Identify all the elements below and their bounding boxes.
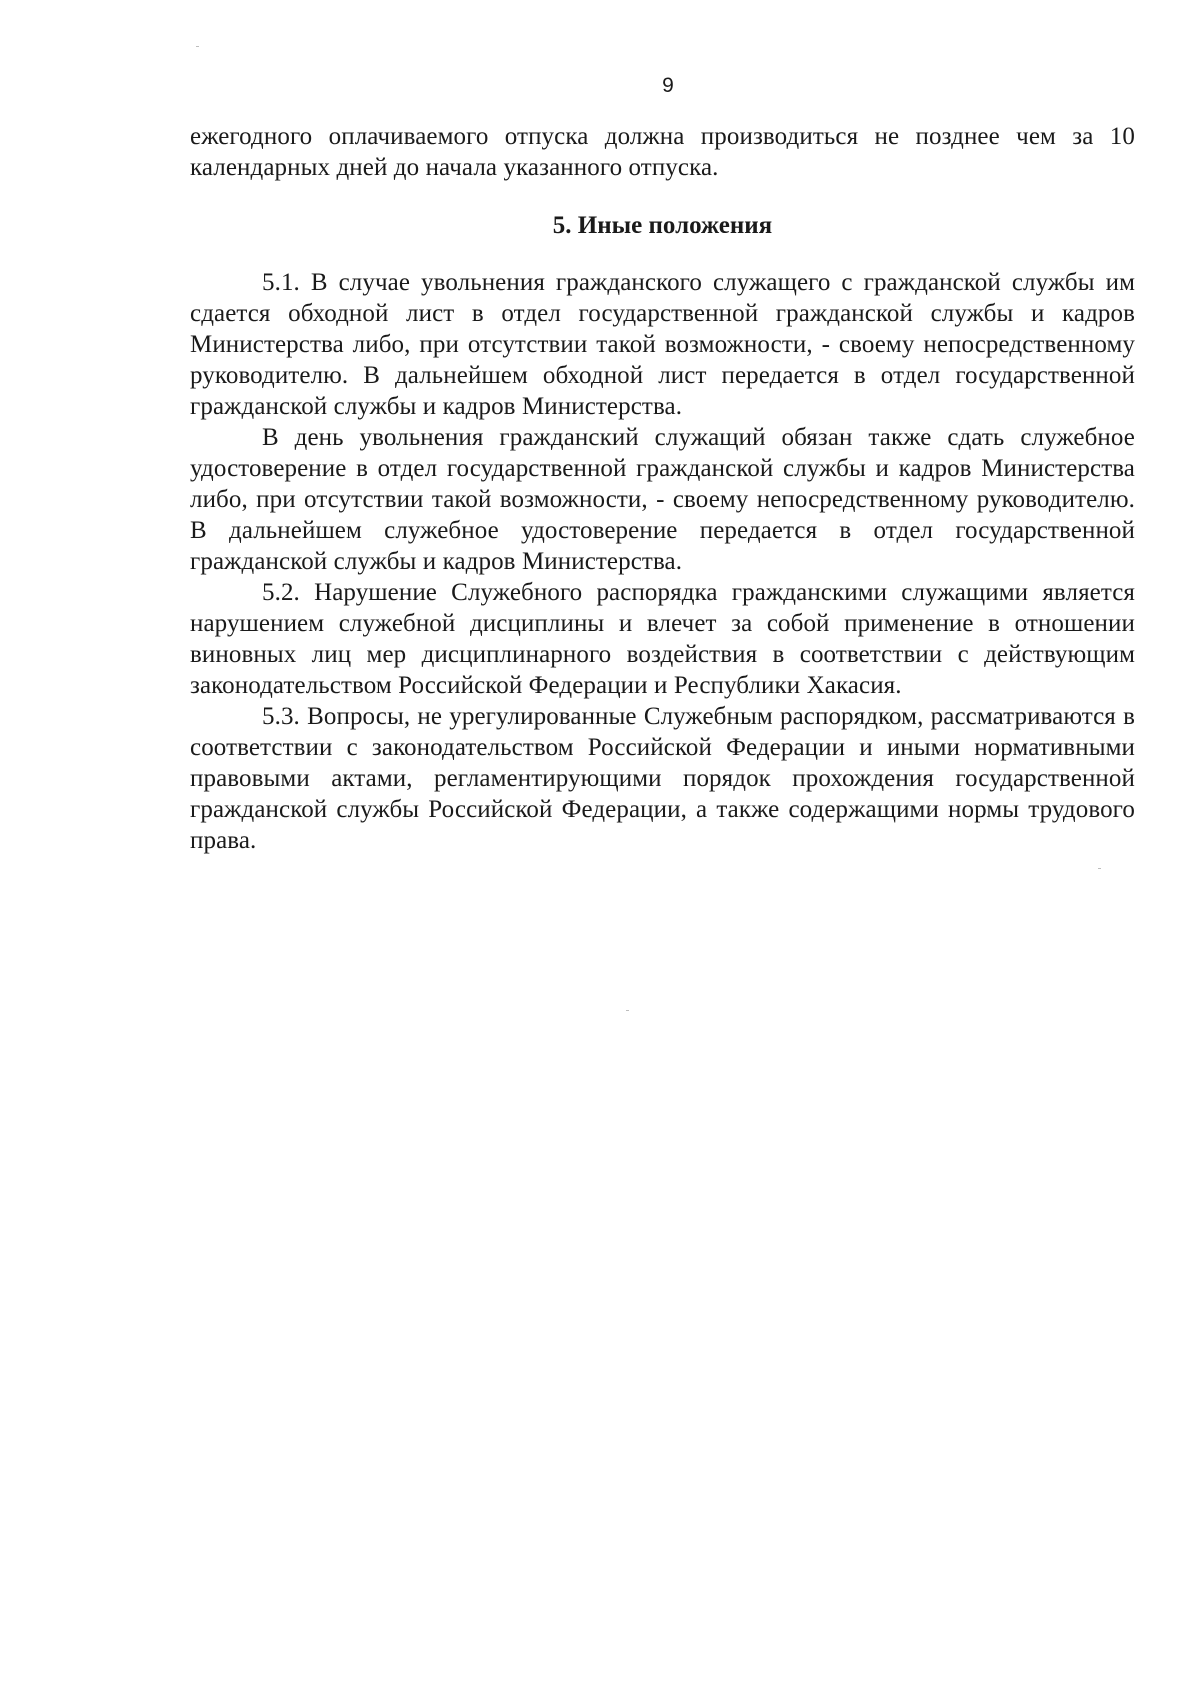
scan-speck [196,46,199,47]
section-body [190,267,1135,856]
paragraph-5-1: 5.1. В случае увольнения гражданского служащего с гражданской службы им сдается обходной лист в отдел государственной гражданской службы и кадров Министерства либо, при отсутствии такой возможности, - своему непосредственному руководителю. В дальнейшем обходной лист передается в отдел государственной гражданской службы и кадров Министерства. [190,269,1135,420]
page-number: 9 [662,74,674,97]
intro-paragraph: ежегодного оплачиваемого отпуска должна производиться не позднее чем за 10 календарных дней до начала указанного отпуска. [190,123,1135,181]
paragraph-5-1-continued: В день увольнения гражданский служащий обязан также сдать служебное удостоверение в отдел государственной гражданской службы и кадров Министерства либо, при отсутствии такой возможности, - своему непосредственному руководителю. В дальнейшем служебное удостоверение передается в отдел государственной гражданской службы и кадров Министерства. [190,424,1135,575]
scan-speck [1098,868,1101,869]
paragraph-5-2: 5.2. Нарушение Служебного распорядка гражданскими служащими является нарушением служебной дисциплины и влечет за собой применение в отношении виновных лиц мер дисциплинарного воздействия в соответствии с действующим законодательством Российской Федерации и Республики Хакасия. [190,579,1135,699]
paragraph-5-3: 5.3. Вопросы, не урегулированные Служебным распорядком, рассматриваются в соответствии с законодательством Российской Федерации и иными нормативными правовыми актами, регламентирующими порядок прохождения государственной гражданской службы Российской Федерации, а также содержащими нормы трудового права. [190,703,1135,854]
scan-speck [626,1010,629,1011]
section-title: 5. Иные положения [552,212,773,239]
